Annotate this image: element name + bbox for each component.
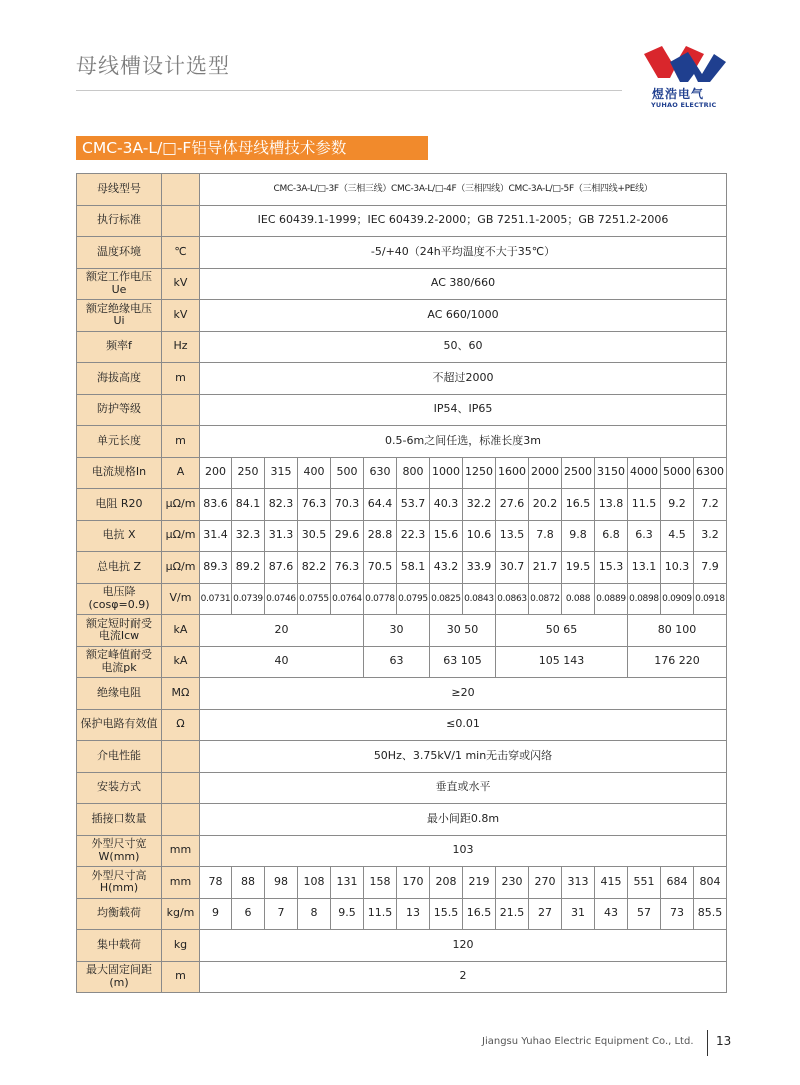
row-cell: 200 — [200, 457, 232, 489]
row-cell: 43 — [595, 898, 628, 930]
row-cell: 78 — [200, 867, 232, 899]
row-cell: 1600 — [496, 457, 529, 489]
row-label: 额定短时耐受 电流Icw — [77, 615, 162, 647]
row-label: 外型尺寸高 H(mm) — [77, 867, 162, 899]
row-cell: 32.2 — [463, 489, 496, 521]
row-cell: 7.9 — [694, 552, 727, 584]
row-cell: 58.1 — [397, 552, 430, 584]
row-cell: 31 — [562, 898, 595, 930]
row-cell: 6.3 — [628, 520, 661, 552]
row-value: 2 — [200, 961, 727, 993]
row-cell: 0.0889 — [595, 583, 628, 615]
row-cell: 0.088 — [562, 583, 595, 615]
row-insulation — [77, 678, 727, 710]
row-cell: 8 — [298, 898, 331, 930]
row-cell: 804 — [694, 867, 727, 899]
row-freq — [77, 331, 727, 363]
row-cell: 4000 — [628, 457, 661, 489]
row-label: 额定峰值耐受 电流pk — [77, 646, 162, 678]
row-cell: 29.6 — [331, 520, 364, 552]
row-unit-length — [77, 426, 727, 458]
row-cell: 313 — [562, 867, 595, 899]
row-label: 单元长度 — [77, 426, 162, 458]
row-cell: 57 — [628, 898, 661, 930]
row-label: 海拔高度 — [77, 363, 162, 395]
row-label: 电阻 R20 — [77, 489, 162, 521]
row-cell: 98 — [265, 867, 298, 899]
row-load — [77, 898, 727, 930]
row-label: 母线型号 — [77, 174, 162, 206]
row-value: 0.5-6m之间任选，标准长度3m — [200, 426, 727, 458]
row-label: 绝缘电阻 — [77, 678, 162, 710]
row-cell: 208 — [430, 867, 463, 899]
row-cell: 2000 — [529, 457, 562, 489]
row-unit: μΩ/m — [162, 552, 200, 584]
row-cell: 2500 — [562, 457, 595, 489]
row-cell: 219 — [463, 867, 496, 899]
row-cell: 21.7 — [529, 552, 562, 584]
row-label: 执行标准 — [77, 205, 162, 237]
row-cell: 50 65 — [496, 615, 628, 647]
row-cell: 85.5 — [694, 898, 727, 930]
row-unit: V/m — [162, 583, 200, 615]
row-cell: 40.3 — [430, 489, 463, 521]
row-cell: 0.0872 — [529, 583, 562, 615]
row-unit: Hz — [162, 331, 200, 363]
row-unit: kA — [162, 615, 200, 647]
row-cell: 16.5 — [562, 489, 595, 521]
row-value: 50Hz、3.75kV/1 min无击穿或闪络 — [200, 741, 727, 773]
row-cell: 3.2 — [694, 520, 727, 552]
row-install — [77, 772, 727, 804]
row-cell: 3150 — [595, 457, 628, 489]
row-cell: 230 — [496, 867, 529, 899]
row-cell: 10.3 — [661, 552, 694, 584]
row-cell: 30.5 — [298, 520, 331, 552]
row-z — [77, 552, 727, 584]
row-label: 额定工作电压 Ue — [77, 268, 162, 300]
row-cell: 13.1 — [628, 552, 661, 584]
row-cell: 43.2 — [430, 552, 463, 584]
row-cell: 84.1 — [232, 489, 265, 521]
row-cell: 80 100 — [628, 615, 727, 647]
row-cell: 13.5 — [496, 520, 529, 552]
section-title: CMC-3A-L/□-F铝导体母线槽技术参数 — [76, 136, 428, 160]
row-icw — [77, 615, 727, 647]
row-value: AC 660/1000 — [200, 300, 727, 332]
row-cell: 0.0746 — [265, 583, 298, 615]
row-conc-load — [77, 930, 727, 962]
row-cell: 630 — [364, 457, 397, 489]
row-cell: 1000 — [430, 457, 463, 489]
row-cell: 108 — [298, 867, 331, 899]
page-header-title: 母线槽设计选型 — [76, 54, 230, 78]
row-cell: 684 — [661, 867, 694, 899]
row-cell: 250 — [232, 457, 265, 489]
row-unit: kV — [162, 300, 200, 332]
row-width — [77, 835, 727, 867]
row-cell: 27 — [529, 898, 562, 930]
row-value: 垂直或水平 — [200, 772, 727, 804]
row-cell: 400 — [298, 457, 331, 489]
row-label: 安装方式 — [77, 772, 162, 804]
row-cell: 89.2 — [232, 552, 265, 584]
row-cell: 176 220 — [628, 646, 727, 678]
row-label: 电流规格In — [77, 457, 162, 489]
row-cell: 6 — [232, 898, 265, 930]
row-cell: 11.5 — [364, 898, 397, 930]
row-unit: kg — [162, 930, 200, 962]
row-value: IP54、IP65 — [200, 394, 727, 426]
row-unit: A — [162, 457, 200, 489]
row-cell: 40 — [200, 646, 364, 678]
row-cell: 170 — [397, 867, 430, 899]
row-unit: mm — [162, 867, 200, 899]
row-cell: 7.2 — [694, 489, 727, 521]
row-cell: 21.5 — [496, 898, 529, 930]
logo-name-cn: 煜浩电气 — [652, 87, 705, 101]
row-cell: 28.8 — [364, 520, 397, 552]
row-cell: 63 — [364, 646, 430, 678]
row-ue — [77, 268, 727, 300]
row-altitude — [77, 363, 727, 395]
row-label: 电抗 X — [77, 520, 162, 552]
row-cell: 415 — [595, 867, 628, 899]
row-value: -5/+40（24h平均温度不大于35℃） — [200, 237, 727, 269]
row-protection — [77, 394, 727, 426]
row-cell: 33.9 — [463, 552, 496, 584]
page-number: 13 — [716, 1034, 732, 1048]
row-cell: 5000 — [661, 457, 694, 489]
row-cell: 9.5 — [331, 898, 364, 930]
row-value: AC 380/660 — [200, 268, 727, 300]
row-cell: 0.0755 — [298, 583, 331, 615]
row-value: IEC 60439.1-1999；IEC 60439.2-2000；GB 7251.1-2005；GB 7251.2-2006 — [200, 205, 727, 237]
row-cell: 0.0764 — [331, 583, 364, 615]
row-cell: 0.0778 — [364, 583, 397, 615]
row-cell: 270 — [529, 867, 562, 899]
row-cell: 0.0843 — [463, 583, 496, 615]
row-cell: 20 — [200, 615, 364, 647]
row-cell: 9.2 — [661, 489, 694, 521]
row-ui — [77, 300, 727, 332]
row-cell: 63 105 — [430, 646, 496, 678]
row-cell: 7 — [265, 898, 298, 930]
row-unit: m — [162, 961, 200, 993]
row-cell: 9.8 — [562, 520, 595, 552]
row-cell: 500 — [331, 457, 364, 489]
row-label: 电压降 (cosφ=0.9) — [77, 583, 162, 615]
row-unit: Ω — [162, 709, 200, 741]
row-value: 50、60 — [200, 331, 727, 363]
row-dielectric — [77, 741, 727, 773]
row-cell: 30.7 — [496, 552, 529, 584]
row-cell: 4.5 — [661, 520, 694, 552]
row-label: 额定绝缘电压 Ui — [77, 300, 162, 332]
row-cell: 15.6 — [430, 520, 463, 552]
row-cell: 82.2 — [298, 552, 331, 584]
row-cell: 11.5 — [628, 489, 661, 521]
row-cell: 6.8 — [595, 520, 628, 552]
row-cell: 30 50 — [430, 615, 496, 647]
row-cell: 0.0898 — [628, 583, 661, 615]
row-plug — [77, 804, 727, 836]
row-value: 不超过2000 — [200, 363, 727, 395]
row-cell: 10.6 — [463, 520, 496, 552]
row-cell: 13 — [397, 898, 430, 930]
row-cell: 0.0918 — [694, 583, 727, 615]
row-value: 最小间距0.8m — [200, 804, 727, 836]
row-cell: 19.5 — [562, 552, 595, 584]
row-cell: 70.5 — [364, 552, 397, 584]
row-model — [77, 174, 727, 206]
row-cell: 76.3 — [298, 489, 331, 521]
row-cell: 315 — [265, 457, 298, 489]
row-value: 103 — [200, 835, 727, 867]
row-cell: 22.3 — [397, 520, 430, 552]
row-cell: 73 — [661, 898, 694, 930]
row-cell: 0.0739 — [232, 583, 265, 615]
row-current — [77, 457, 727, 489]
row-ipk — [77, 646, 727, 678]
row-unit: ℃ — [162, 237, 200, 269]
row-cell: 1250 — [463, 457, 496, 489]
row-cell: 131 — [331, 867, 364, 899]
row-unit: mm — [162, 835, 200, 867]
row-cell: 83.6 — [200, 489, 232, 521]
row-label: 频率f — [77, 331, 162, 363]
row-cell: 89.3 — [200, 552, 232, 584]
row-cell: 20.2 — [529, 489, 562, 521]
row-cell: 76.3 — [331, 552, 364, 584]
header-divider — [76, 90, 622, 91]
footer-company: Jiangsu Yuhao Electric Equipment Co., Ltd. — [482, 1036, 694, 1047]
row-label: 防护等级 — [77, 394, 162, 426]
row-label: 介电性能 — [77, 741, 162, 773]
row-cell: 16.5 — [463, 898, 496, 930]
row-cell: 0.0863 — [496, 583, 529, 615]
row-value: CMC-3A-L/□-3F（三相三线）CMC-3A-L/□-4F（三相四线）CMC-3A-L/□-5F（三相四线+PE线） — [200, 174, 727, 206]
row-cell: 31.3 — [265, 520, 298, 552]
row-cell: 551 — [628, 867, 661, 899]
spec-table — [76, 173, 727, 993]
row-unit: kg/m — [162, 898, 200, 930]
row-value: 120 — [200, 930, 727, 962]
row-cell: 0.0795 — [397, 583, 430, 615]
row-cell: 82.3 — [265, 489, 298, 521]
row-unit: m — [162, 426, 200, 458]
row-cell: 53.7 — [397, 489, 430, 521]
row-cell: 0.0909 — [661, 583, 694, 615]
row-label: 集中载荷 — [77, 930, 162, 962]
row-label: 插接口数量 — [77, 804, 162, 836]
row-cell: 87.6 — [265, 552, 298, 584]
row-cell: 27.6 — [496, 489, 529, 521]
row-cell: 158 — [364, 867, 397, 899]
row-height — [77, 867, 727, 899]
row-cell: 15.3 — [595, 552, 628, 584]
row-cell: 7.8 — [529, 520, 562, 552]
row-cell: 30 — [364, 615, 430, 647]
row-unit: MΩ — [162, 678, 200, 710]
row-value: ≥20 — [200, 678, 727, 710]
row-label: 温度环境 — [77, 237, 162, 269]
row-label: 外型尺寸宽 W(mm) — [77, 835, 162, 867]
row-unit: m — [162, 363, 200, 395]
row-cell: 9 — [200, 898, 232, 930]
row-cell: 70.3 — [331, 489, 364, 521]
row-unit: kA — [162, 646, 200, 678]
row-cell: 31.4 — [200, 520, 232, 552]
row-standard — [77, 205, 727, 237]
logo-name-en: YUHAO ELECTRIC — [651, 101, 717, 109]
row-max-span — [77, 961, 727, 993]
row-cell: 0.0825 — [430, 583, 463, 615]
row-label: 最大固定间距 (m) — [77, 961, 162, 993]
row-label: 保护电路有效值 — [77, 709, 162, 741]
row-x — [77, 520, 727, 552]
row-cell: 88 — [232, 867, 265, 899]
row-cell: 32.3 — [232, 520, 265, 552]
row-protective — [77, 709, 727, 741]
row-cell: 13.8 — [595, 489, 628, 521]
row-vdrop — [77, 583, 727, 615]
row-cell: 800 — [397, 457, 430, 489]
row-cell: 105 143 — [496, 646, 628, 678]
row-value: ≤0.01 — [200, 709, 727, 741]
row-unit: μΩ/m — [162, 489, 200, 521]
row-label: 均衡载荷 — [77, 898, 162, 930]
row-cell: 6300 — [694, 457, 727, 489]
row-temp — [77, 237, 727, 269]
row-unit: μΩ/m — [162, 520, 200, 552]
footer-divider — [707, 1030, 708, 1056]
row-cell: 15.5 — [430, 898, 463, 930]
row-unit: kV — [162, 268, 200, 300]
row-label: 总电抗 Z — [77, 552, 162, 584]
row-r20 — [77, 489, 727, 521]
row-cell: 64.4 — [364, 489, 397, 521]
row-cell: 0.0731 — [200, 583, 232, 615]
